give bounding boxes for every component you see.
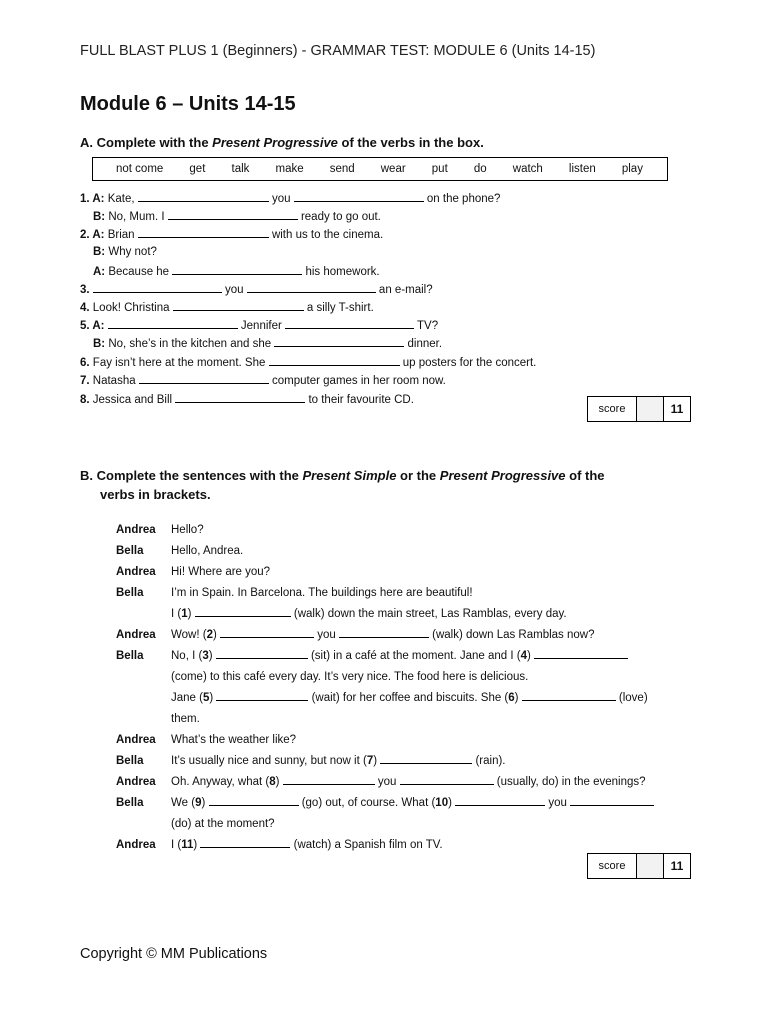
- score-label: score: [588, 397, 637, 421]
- dialogue-speaker: Andrea: [116, 839, 156, 851]
- answer-blank[interactable]: [522, 688, 616, 701]
- answer-blank[interactable]: [139, 371, 269, 384]
- section-b-instruction: B. Complete the sentences with the Present Simple or the Present Progressive of the: [80, 468, 605, 483]
- answer-blank[interactable]: [294, 189, 424, 202]
- dialogue-line: I’m in Spain. In Barcelona. The buildings here are beautiful!: [171, 587, 473, 599]
- answer-blank[interactable]: [138, 225, 269, 238]
- dialogue-line: Jane (5) (wait) for her coffee and biscuits. She (6) (love): [171, 688, 648, 708]
- page-header: FULL BLAST PLUS 1 (Beginners) - GRAMMAR TEST: MODULE 6 (Units 14-15): [80, 43, 596, 59]
- answer-blank[interactable]: [570, 793, 654, 806]
- dialogue-speaker: Andrea: [116, 566, 156, 578]
- answer-blank[interactable]: [269, 353, 400, 366]
- exercise-line: 3. you an e-mail?: [80, 280, 433, 298]
- exercise-line: B: No, she’s in the kitchen and she dinner.: [93, 334, 442, 352]
- dialogue-speaker: Bella: [116, 650, 144, 662]
- dialogue-speaker: Andrea: [116, 776, 156, 788]
- answer-blank[interactable]: [200, 835, 290, 848]
- dialogue-line: We (9) (go) out, of course. What (10) you: [171, 793, 654, 813]
- answer-blank[interactable]: [108, 316, 238, 329]
- dialogue-line: It’s usually nice and sunny, but now it (7) (rain).: [171, 751, 506, 771]
- dialogue-speaker: Bella: [116, 755, 144, 767]
- exercise-line: 6. Fay isn’t here at the moment. She up posters for the concert.: [80, 353, 536, 371]
- exercise-line: B: No, Mum. I ready to go out.: [93, 207, 381, 225]
- dialogue-speaker: Bella: [116, 797, 144, 809]
- dialogue-line: I (11) (watch) a Spanish film on TV.: [171, 835, 443, 855]
- exercise-line: 2. A: Brian with us to the cinema.: [80, 225, 383, 243]
- verb-box-item: play: [621, 163, 643, 175]
- answer-blank[interactable]: [138, 189, 269, 202]
- exercise-line: A: Because he his homework.: [93, 262, 380, 280]
- score-box-b: [587, 853, 691, 879]
- copyright-footer: Copyright © MM Publications: [80, 946, 268, 962]
- answer-blank[interactable]: [175, 390, 305, 403]
- verb-box-item: not come: [116, 163, 164, 175]
- dialogue-speaker: Andrea: [116, 734, 156, 746]
- exercise-line: 5. A: Jennifer TV?: [80, 316, 438, 334]
- exercise-line: 8. Jessica and Bill to their favourite CD.: [80, 390, 414, 408]
- score-input[interactable]: [637, 854, 664, 878]
- dialogue-line: (come) to this café every day. It’s very nice. The food here is delicious.: [171, 671, 529, 683]
- verb-box-item: watch: [512, 163, 543, 175]
- dialogue-line: Oh. Anyway, what (8) you (usually, do) in the evenings?: [171, 772, 646, 792]
- section-a-instruction: A. Complete with the Present Progressive of the verbs in the box.: [80, 135, 484, 150]
- answer-blank[interactable]: [400, 772, 494, 785]
- answer-blank[interactable]: [172, 262, 302, 275]
- answer-blank[interactable]: [534, 646, 628, 659]
- verb-box-item: put: [431, 163, 448, 175]
- answer-blank[interactable]: [285, 316, 414, 329]
- answer-blank[interactable]: [173, 298, 304, 311]
- answer-blank[interactable]: [339, 625, 429, 638]
- verb-box-item: wear: [380, 163, 406, 175]
- answer-blank[interactable]: [216, 646, 308, 659]
- dialogue-speaker: Bella: [116, 545, 144, 557]
- dialogue-line: Wow! (2) you (walk) down Las Ramblas now?: [171, 625, 595, 645]
- dialogue-line: No, I (3) (sit) in a café at the moment. Jane and I (4): [171, 646, 628, 666]
- answer-blank[interactable]: [209, 793, 299, 806]
- dialogue-speaker: Bella: [116, 587, 144, 599]
- score-box-a: [587, 396, 691, 422]
- dialogue-line: Hi! Where are you?: [171, 566, 271, 578]
- dialogue-line: (do) at the moment?: [171, 818, 275, 830]
- dialogue-line: I (1) (walk) down the main street, Las Ramblas, every day.: [171, 604, 567, 624]
- answer-blank[interactable]: [455, 793, 545, 806]
- verb-box: [92, 157, 668, 181]
- exercise-line: B: Why not?: [93, 246, 157, 258]
- score-label: score: [588, 854, 637, 878]
- verb-box-item: talk: [231, 163, 250, 175]
- score-max: 11: [670, 859, 684, 873]
- answer-blank[interactable]: [195, 604, 291, 617]
- answer-blank[interactable]: [247, 280, 376, 293]
- dialogue-speaker: Andrea: [116, 629, 156, 641]
- answer-blank[interactable]: [283, 772, 375, 785]
- answer-blank[interactable]: [93, 280, 222, 293]
- score-input[interactable]: [637, 397, 664, 421]
- exercise-line: 4. Look! Christina a silly T-shirt.: [80, 298, 374, 316]
- answer-blank[interactable]: [274, 334, 404, 347]
- section-b-instruction-line2: verbs in brackets.: [100, 487, 211, 502]
- answer-blank[interactable]: [168, 207, 298, 220]
- dialogue-line: them.: [171, 713, 200, 725]
- verb-box-item: get: [189, 163, 206, 175]
- score-max: 11: [670, 402, 684, 416]
- page-title: Module 6 – Units 14-15: [80, 93, 296, 115]
- dialogue-line: Hello?: [171, 524, 204, 536]
- exercise-line: 1. A: Kate, you on the phone?: [80, 189, 500, 207]
- dialogue-speaker: Andrea: [116, 524, 156, 536]
- dialogue-line: Hello, Andrea.: [171, 545, 244, 557]
- answer-blank[interactable]: [380, 751, 472, 764]
- answer-blank[interactable]: [216, 688, 308, 701]
- verb-box-item: do: [473, 163, 487, 175]
- verb-box-item: send: [329, 163, 355, 175]
- verb-box-item: listen: [568, 163, 596, 175]
- answer-blank[interactable]: [220, 625, 314, 638]
- dialogue-line: What’s the weather like?: [171, 734, 297, 746]
- exercise-line: 7. Natasha computer games in her room now.: [80, 371, 446, 389]
- verb-box-item: make: [275, 163, 304, 175]
